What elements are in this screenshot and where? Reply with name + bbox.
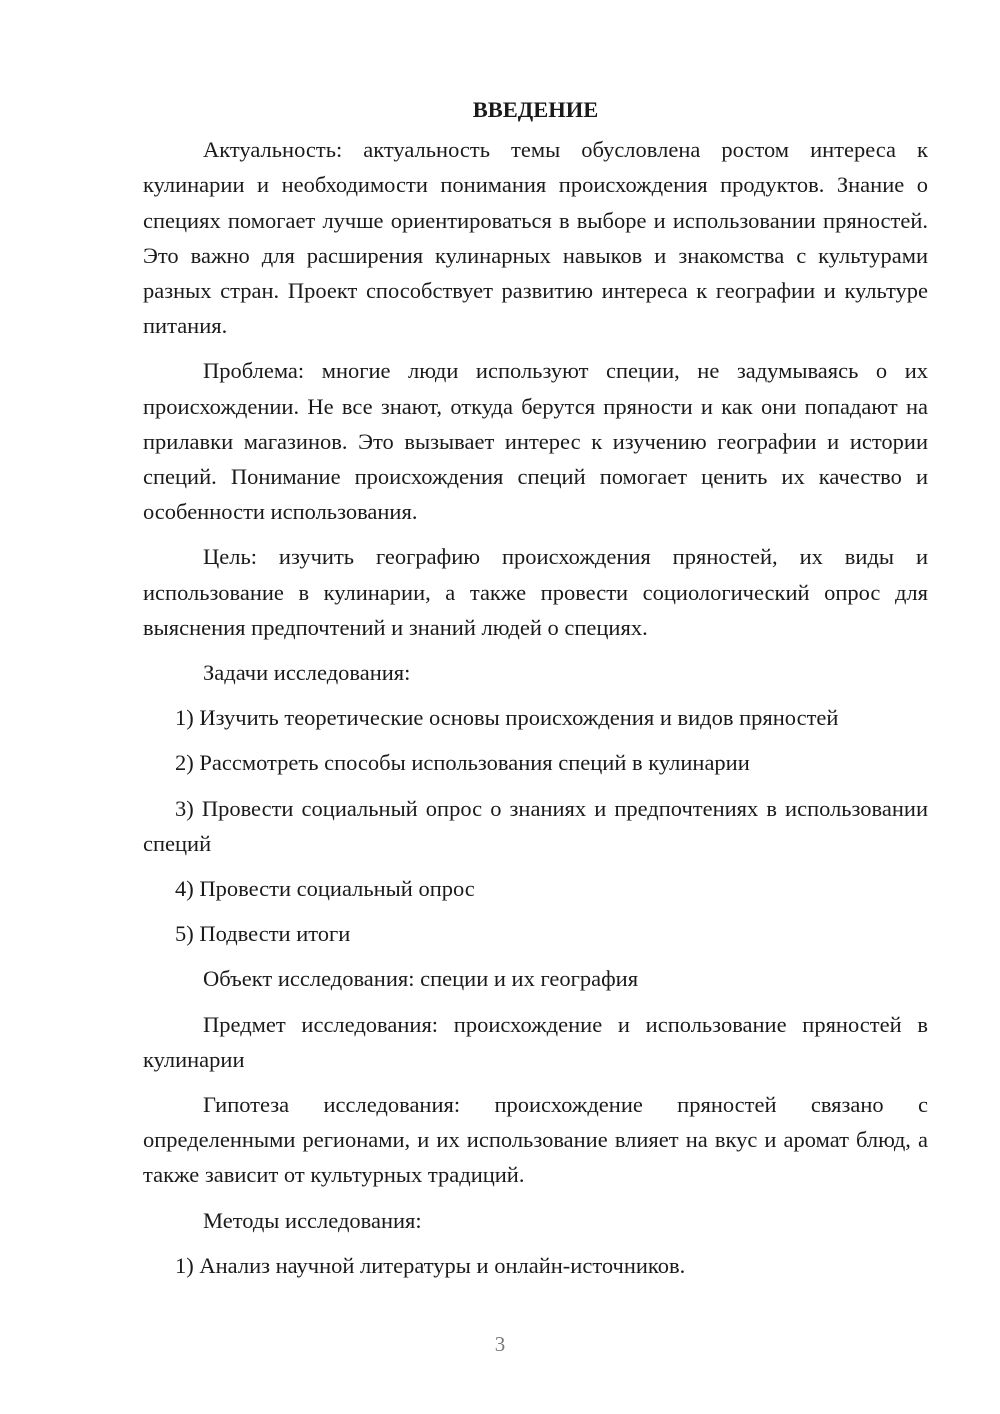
methods-heading: Методы исследования: <box>203 1207 422 1233</box>
section-title: ВВЕДЕНИЕ <box>472 97 599 122</box>
object-paragraph: Объект исследования: специи и их география <box>203 966 639 992</box>
task-item: 3) Провести социальный опрос о знаниях и предпочтениях в использовании специй <box>143 795 928 856</box>
document-page <box>143 92 928 1293</box>
subject-paragraph: Предмет исследования: происхождение и использование пряностей в кулинарии <box>143 1011 928 1072</box>
method-item: 1) Анализ научной литературы и онлайн-источников. <box>175 1252 686 1278</box>
tasks-heading: Задачи исследования: <box>203 660 411 686</box>
problem-paragraph: Проблема: многие люди используют специи, не задумываясь о их происхождении. Не все знают, откуда берутся пряности и как они попадают на прилавки магазинов. Это вызывает интерес к изучению географии и истории специй. Понимание происхождения специй помогает ценить их качество и особенности использования. <box>143 358 928 525</box>
page-number: 3 <box>494 1332 506 1356</box>
task-item: 5) Подвести итоги <box>175 921 351 947</box>
task-item: 1) Изучить теоретические основы происхождения и видов пряностей <box>175 705 839 731</box>
goal-paragraph: Цель: изучить географию происхождения пряностей, их виды и использование в кулинарии, а также провести социологический опрос для выяснения предпочтений и знаний людей о специях. <box>143 544 928 640</box>
relevance-paragraph: Актуальность: актуальность темы обусловлена ростом интереса к кулинарии и необходимости понимания происхождения продуктов. Знание о специях помогает лучше ориентироваться в выборе и использовании пряностей. Это важно для расширения кулинарных навыков и знакомства с культурами разных стран. Проект способствует развитию интереса к географии и культуре питания. <box>143 137 928 339</box>
task-item: 4) Провести социальный опрос <box>175 876 475 902</box>
hypothesis-paragraph: Гипотеза исследования: происхождение пряностей связано с определенными регионами, и их использование влияет на вкус и аромат блюд, а также зависит от культурных традиций. <box>143 1092 928 1188</box>
task-item: 2) Рассмотреть способы использования специй в кулинарии <box>175 750 750 776</box>
